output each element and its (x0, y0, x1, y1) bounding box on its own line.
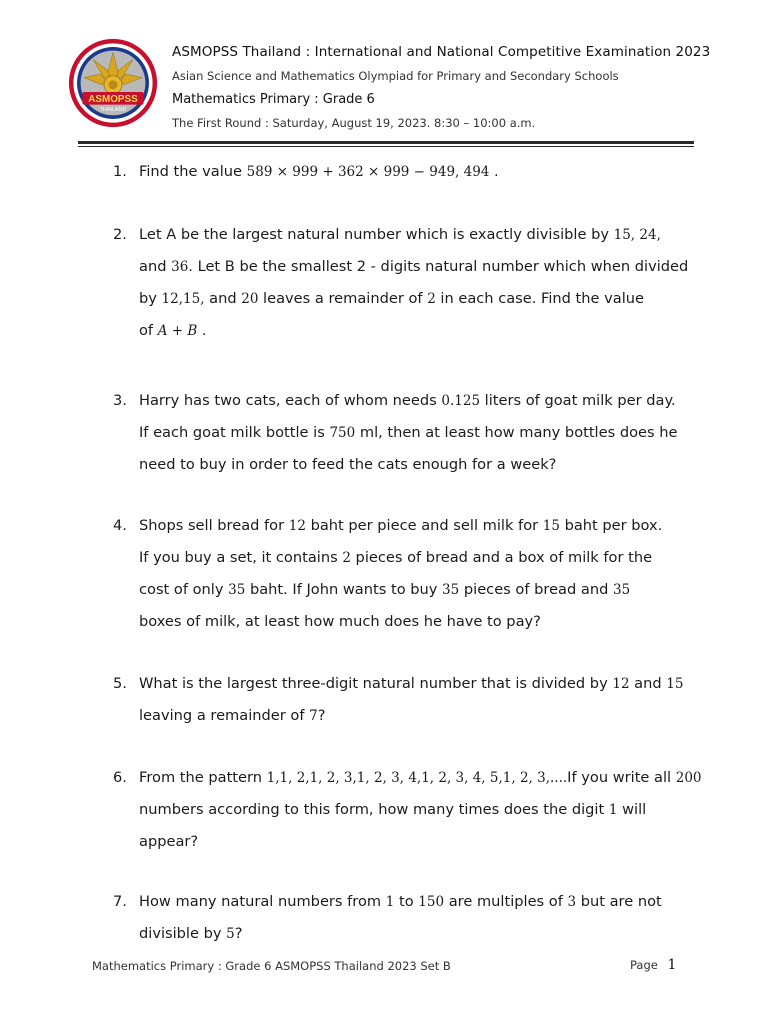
text-segment: need to buy in order to feed the cats enough for a week? (139, 456, 557, 473)
question-line (139, 794, 693, 826)
text-segment: boxes of milk, at least how much does he have to pay? (139, 613, 541, 630)
text-segment: ml, then at least how many bottles does he (355, 424, 678, 441)
math-expression: 35 (228, 582, 246, 598)
exam-subtitle: Asian Science and Mathematics Olympiad for Primary and Secondary Schools (172, 69, 619, 83)
question-line (139, 918, 693, 950)
math-expression: 2 (427, 291, 436, 307)
text-segment: and (204, 290, 242, 307)
text-segment: pieces of bread and a box of milk for the (350, 549, 653, 566)
exam-round: The First Round : Saturday, August 19, 2023. 8:30 – 10:00 a.m. (172, 116, 536, 130)
question-line (139, 219, 693, 251)
header-divider (78, 141, 694, 144)
text-segment: Let A be the largest natural number which is exactly divisible by (139, 226, 614, 243)
text-segment: by (139, 290, 162, 307)
question-text (139, 156, 693, 188)
math-expression: 36 (171, 259, 189, 275)
math-expression: 200 (675, 770, 702, 786)
question-number: 4. (113, 517, 127, 534)
text-segment: leaves a remainder of (258, 290, 428, 307)
math-expression: 1 (608, 802, 618, 818)
text-segment: are multiples of (444, 893, 568, 910)
question (113, 156, 693, 188)
text-segment: ? (317, 707, 326, 724)
question-line (139, 826, 693, 857)
question (113, 668, 693, 732)
question-line (139, 510, 693, 542)
math-expression: A + B (157, 323, 198, 339)
question (113, 510, 693, 637)
math-expression: 7 (309, 708, 318, 724)
question-line (139, 156, 693, 188)
question-text (139, 219, 693, 347)
question-text (139, 385, 693, 480)
question-line (139, 762, 702, 794)
exam-level: Mathematics Primary : Grade 6 (172, 92, 375, 107)
text-segment: How many natural numbers from (139, 893, 386, 910)
text-segment: liters of goat milk per day. (480, 392, 676, 409)
text-segment: If each goat milk bottle is (139, 424, 330, 441)
text-segment: . (197, 322, 207, 339)
text-segment: but are not (576, 893, 662, 910)
question (113, 886, 693, 950)
text-segment: divisible by (139, 925, 227, 942)
question-line (139, 417, 693, 449)
question-line (139, 886, 693, 918)
asmopss-logo (68, 38, 158, 128)
text-segment: and (139, 258, 172, 275)
text-segment: From the pattern (139, 769, 267, 786)
math-expression: 12 (612, 676, 630, 692)
text-segment: will (617, 801, 647, 818)
question-number: 7. (113, 893, 127, 910)
question-line (139, 606, 693, 637)
text-segment: What is the largest three-digit natural number that is divided by (139, 675, 613, 692)
question-number: 3. (113, 392, 127, 409)
text-segment: baht. If John wants to buy (245, 581, 443, 598)
page-number: 1 (667, 957, 677, 973)
question (113, 762, 702, 857)
footer-text: Mathematics Primary : Grade 6 ASMOPSS Thailand 2023 Set B (92, 959, 451, 973)
question-line (139, 449, 693, 480)
math-expression: 35 (612, 582, 631, 598)
question-line (139, 251, 693, 283)
text-segment: to (394, 893, 419, 910)
text-segment: Shops sell bread for (139, 517, 289, 534)
question-line (139, 283, 693, 315)
text-segment: If you write all (567, 769, 676, 786)
math-expression: 20 (241, 291, 259, 307)
text-segment: . (489, 163, 499, 180)
question-number: 6. (113, 769, 127, 786)
text-segment: leaving a remainder of (139, 707, 310, 724)
question-line (139, 668, 693, 700)
math-expression: 750 (329, 425, 356, 441)
math-expression: 15 (666, 676, 684, 692)
math-expression: 2 (342, 550, 351, 566)
question-text (139, 886, 693, 950)
text-segment: cost of only (139, 581, 229, 598)
math-expression: 1 (385, 894, 395, 910)
text-segment: baht per piece and sell milk for (305, 517, 543, 534)
math-expression: 150 (418, 894, 445, 910)
exam-title: ASMOPSS Thailand : International and National Competitive Examination 2023 (172, 44, 711, 60)
page-label: Page (630, 958, 658, 972)
math-expression: 3 (567, 894, 577, 910)
logo-subtext: THAILAND (99, 106, 127, 113)
header-divider-thin (78, 146, 694, 147)
text-segment: pieces of bread and (459, 581, 613, 598)
question-text (139, 762, 702, 857)
question-number: 5. (113, 675, 127, 692)
text-segment: Find the value (139, 163, 247, 180)
math-expression: 1,1, 2,1, 2, 3,1, 2, 3, 4,1, 2, 3, 4, 5,1, 2, 3,.... (266, 770, 568, 786)
question-line (139, 700, 693, 732)
text-segment: appear? (139, 833, 199, 850)
math-expression: 589 × 999 + 362 × 999 − 949, 494 (246, 164, 490, 180)
text-segment: of (139, 322, 158, 339)
math-expression: 35 (442, 582, 460, 598)
text-segment: numbers according to this form, how many times does the digit (139, 801, 609, 818)
text-segment: If you buy a set, it contains (139, 549, 343, 566)
question (113, 385, 693, 480)
question-line (139, 385, 693, 417)
math-expression: 12 (288, 518, 306, 534)
question-line (139, 315, 693, 347)
text-segment: ? (234, 925, 243, 942)
text-segment: baht per box. (559, 517, 663, 534)
text-segment: Harry has two cats, each of whom needs (139, 392, 442, 409)
math-expression: 0.125 (441, 393, 481, 409)
text-segment: and (629, 675, 667, 692)
math-expression: 12,15, (161, 291, 205, 307)
text-segment: . Let B be the smallest 2 - digits natural number which when divided (188, 258, 689, 275)
exam-header (172, 44, 732, 130)
page-indicator (630, 957, 676, 973)
question-line (139, 574, 693, 606)
question-number: 2. (113, 226, 127, 243)
question (113, 219, 693, 347)
question-text (139, 510, 693, 637)
question-number: 1. (113, 163, 127, 180)
question-text (139, 668, 693, 732)
math-expression: 5 (226, 926, 235, 942)
text-segment: in each case. Find the value (435, 290, 645, 307)
question-line (139, 542, 693, 574)
math-expression: 15 (542, 518, 560, 534)
logo-text: ASMOPSS (88, 93, 138, 105)
math-expression: 15, 24, (613, 227, 661, 243)
